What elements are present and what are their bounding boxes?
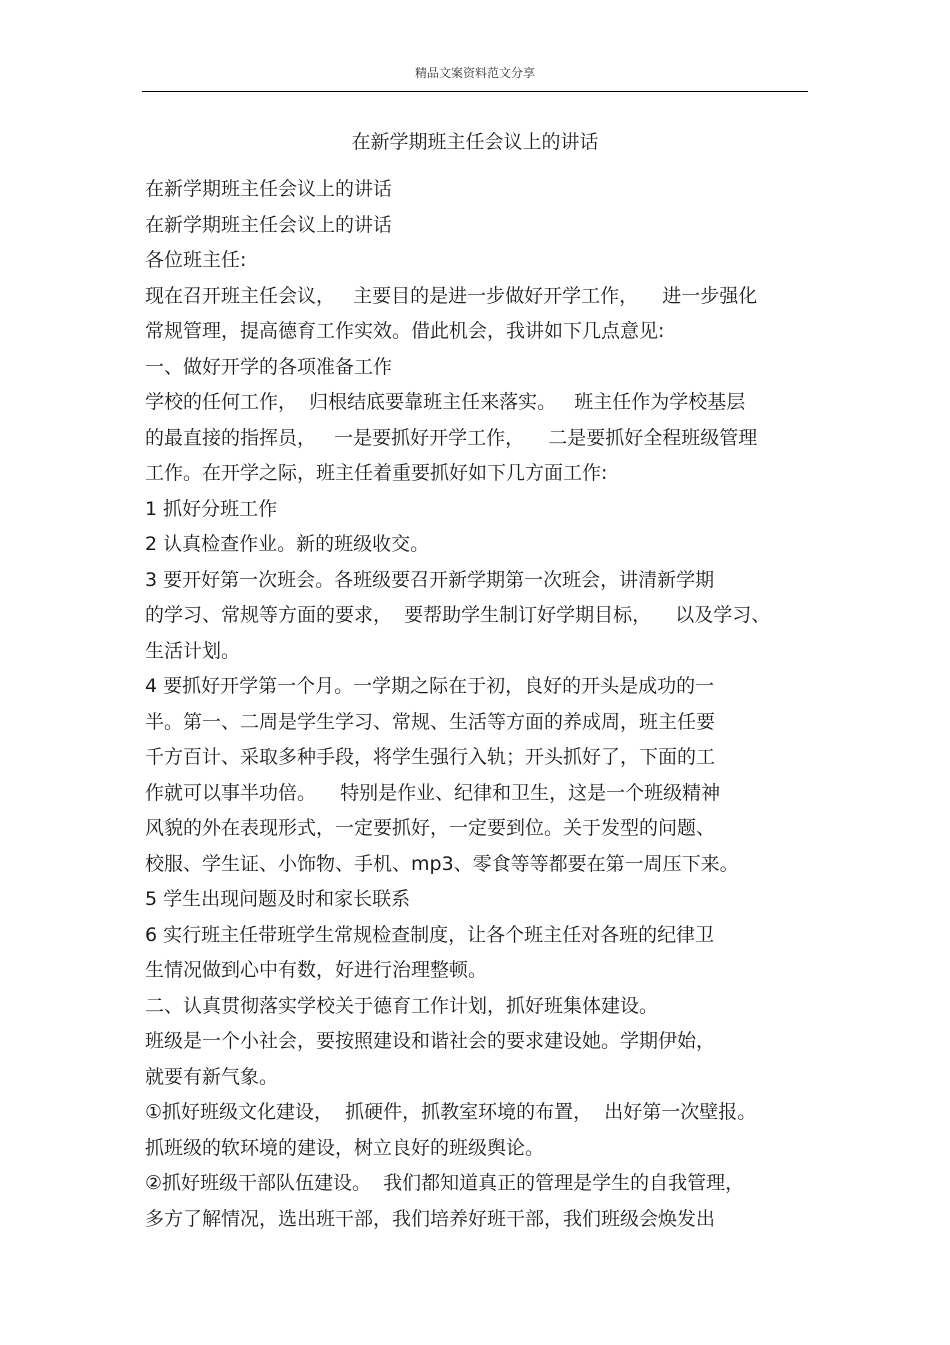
body-line: 4 要抓好开学第一个月。一学期之际在于初，良好的开头是成功的一 (145, 675, 715, 697)
body-line: 生活计划。 (145, 639, 241, 662)
body-line: 生情况做到心中有数，好进行治理整顿。 (145, 959, 488, 981)
body-line: 风貌的外在表现形式，一定要抓好，一定要到位。关于发型的问题、 (145, 817, 716, 839)
body-line: 学校的任何工作， 归根结底要靠班主任来落实。 班主任作为学校基层 (145, 391, 746, 413)
body-line: 多方了解情况，选出班干部，我们培养好班干部，我们班级会焕发出 (145, 1207, 716, 1230)
body-line: 二、认真贯彻落实学校关于德育工作计划，抓好班集体建设。 (145, 994, 659, 1017)
body-line: 就要有新气象。 (145, 1065, 279, 1088)
header-rule (142, 91, 808, 92)
body-line: 1 抓好分班工作 (145, 497, 278, 520)
body-line: 校服、学生证、小饰物、手机、mp3、零食等等都要在第一周压下来。 (145, 852, 739, 875)
body-line: 千方百计、采取多种手段，将学生强行入轨；开头抓好了，下面的工 (145, 746, 716, 768)
body-line: 现在召开班主任会议， 主要目的是进一步做好开学工作， 进一步强化 (145, 284, 758, 307)
body-line: 各位班主任: (145, 249, 247, 271)
page-header: 精品文案资料范文分享 (414, 66, 535, 80)
body-line: 在新学期班主任会议上的讲话 (145, 213, 393, 236)
body-line: 2 认真检查作业。新的班级收交。 (145, 533, 430, 555)
body-line: 班级是一个小社会，要按照建设和谐社会的要求建设她。学期伊始， (145, 1030, 716, 1052)
body-line: 3 要开好第一次班会。各班级要召开新学期第一次班会，讲清新学期 (145, 568, 715, 591)
body-line: 工作。在开学之际，班主任着重要抓好如下几方面工作: (145, 462, 608, 484)
document-title: 在新学期班主任会议上的讲话 (351, 131, 599, 153)
body-line: 抓班级的软环境的建设，树立良好的班级舆论。 (145, 1136, 545, 1159)
body-line: 5 学生出现问题及时和家长联系 (145, 888, 411, 910)
body-line: 作就可以事半功倍。 特别是作业、纪律和卫生，这是一个班级精神 (145, 781, 721, 804)
body-line: 一、做好开学的各项准备工作 (145, 355, 393, 378)
body-line: 半。第一、二周是学生学习、常规、生活等方面的养成周，班主任要 (145, 710, 716, 733)
document-body (145, 172, 810, 1237)
body-line: ②抓好班级干部队伍建设。 我们都知道真正的管理是学生的自我管理， (145, 1172, 745, 1194)
body-line: 的最直接的指挥员， 一是要抓好开学工作， 二是要抓好全程班级管理 (145, 426, 758, 449)
body-line: 在新学期班主任会议上的讲话 (145, 178, 393, 200)
body-line: 6 实行班主任带班学生常规检查制度，让各个班主任对各班的纪律卫 (145, 923, 715, 946)
body-line: 常规管理，提高德育工作实效。借此机会，我讲如下几点意见: (145, 320, 665, 342)
body-line: ①抓好班级文化建设， 抓硬件，抓教室环境的布置， 出好第一次壁报。 (145, 1101, 757, 1123)
body-line: 的学习、常规等方面的要求， 要帮助学生制订好学期目标， 以及学习、 (145, 604, 771, 626)
